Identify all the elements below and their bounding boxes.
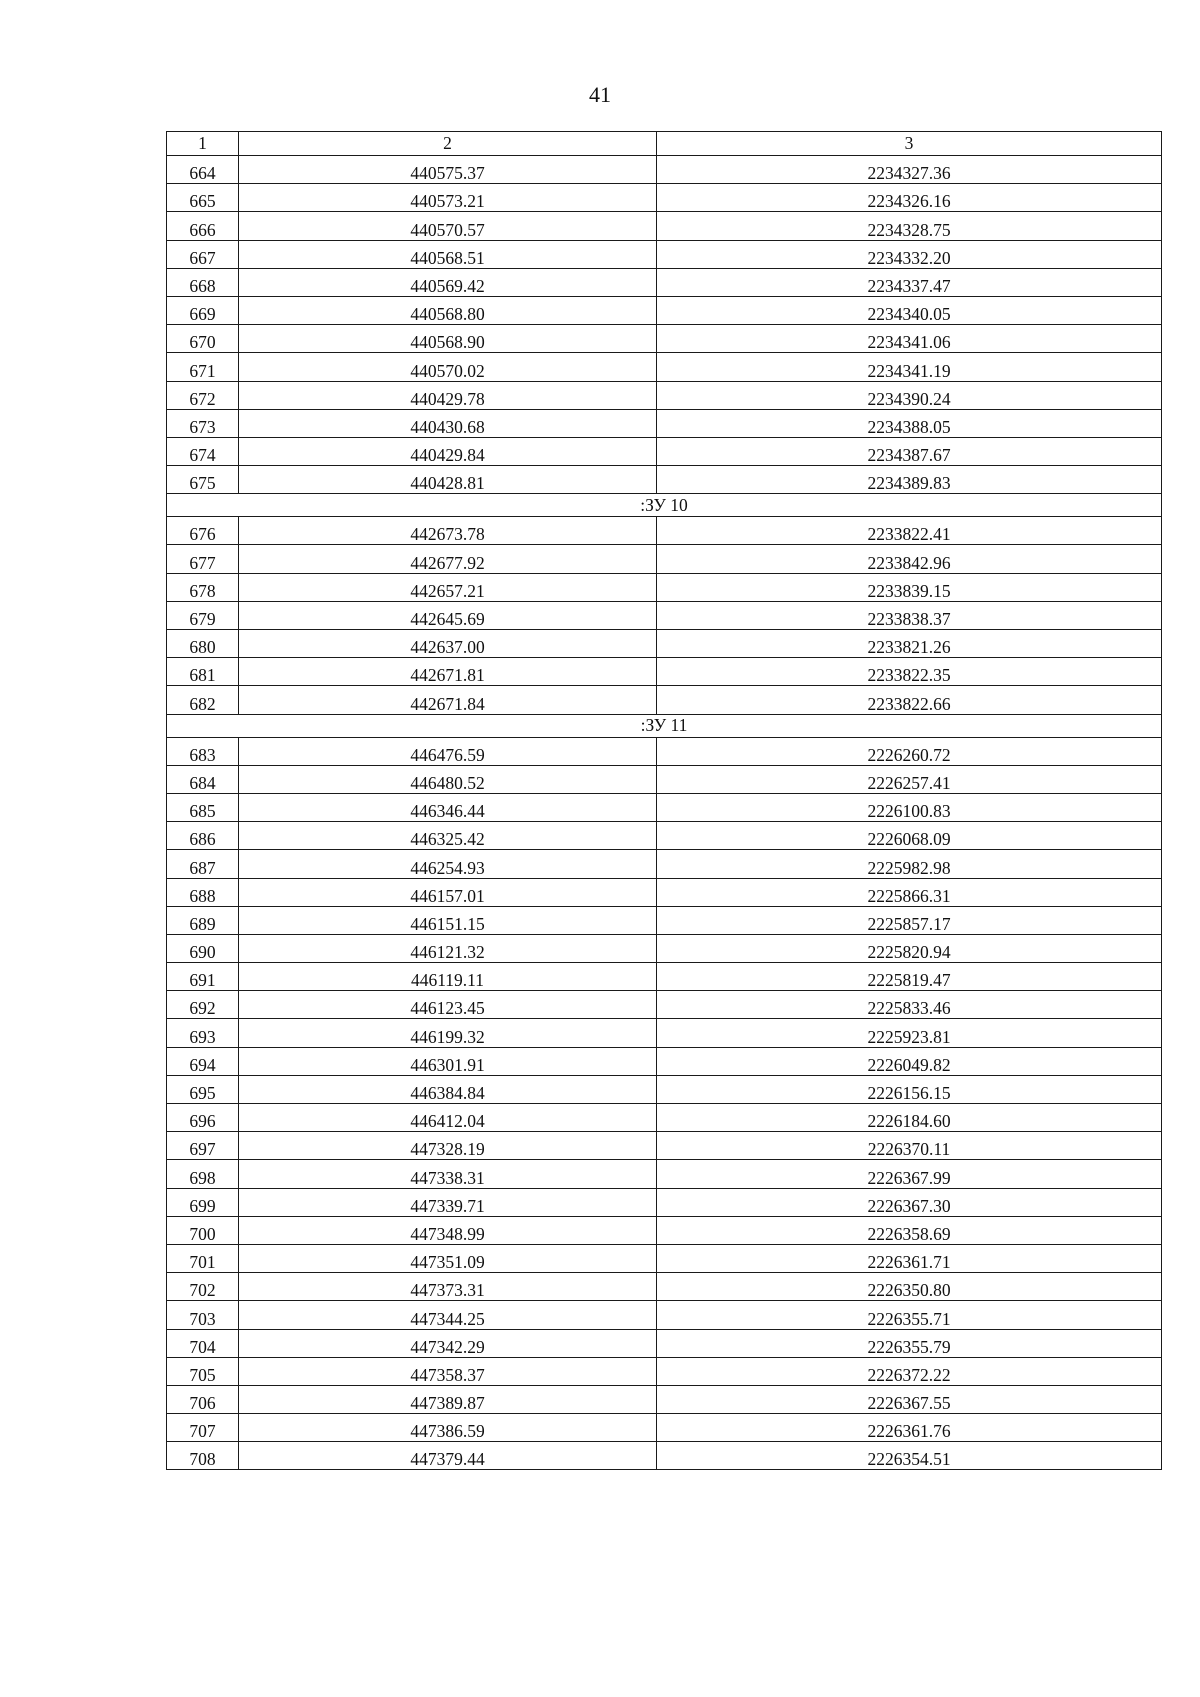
table-row <box>167 268 1162 296</box>
table-row <box>167 1132 1162 1160</box>
table-row <box>167 240 1162 268</box>
y-coordinate: 2234337.47 <box>657 268 1162 296</box>
x-coordinate: 440429.78 <box>239 381 657 409</box>
y-coordinate: 2234341.06 <box>657 325 1162 353</box>
point-number: 667 <box>167 240 239 268</box>
point-number: 678 <box>167 573 239 601</box>
table-row <box>167 850 1162 878</box>
point-number: 707 <box>167 1414 239 1442</box>
y-coordinate: 2226358.69 <box>657 1216 1162 1244</box>
x-coordinate: 440570.57 <box>239 212 657 240</box>
x-coordinate: 447379.44 <box>239 1442 657 1470</box>
point-number: 675 <box>167 466 239 494</box>
x-coordinate: 447348.99 <box>239 1216 657 1244</box>
table-row <box>167 934 1162 962</box>
y-coordinate: 2226361.76 <box>657 1414 1162 1442</box>
y-coordinate: 2233822.41 <box>657 517 1162 545</box>
x-coordinate: 440428.81 <box>239 466 657 494</box>
y-coordinate: 2226350.80 <box>657 1273 1162 1301</box>
x-coordinate: 447389.87 <box>239 1385 657 1413</box>
y-coordinate: 2226355.71 <box>657 1301 1162 1329</box>
x-coordinate: 447338.31 <box>239 1160 657 1188</box>
x-coordinate: 446384.84 <box>239 1075 657 1103</box>
table-header-row <box>167 132 1162 156</box>
table-row <box>167 1414 1162 1442</box>
table-row <box>167 1329 1162 1357</box>
point-number: 672 <box>167 381 239 409</box>
table-row <box>167 1357 1162 1385</box>
section-title: :ЗУ 10 <box>167 494 1162 517</box>
x-coordinate: 440568.90 <box>239 325 657 353</box>
point-number: 668 <box>167 268 239 296</box>
y-coordinate: 2226367.55 <box>657 1385 1162 1413</box>
table-row <box>167 1104 1162 1132</box>
y-coordinate: 2225820.94 <box>657 934 1162 962</box>
table-row <box>167 1244 1162 1272</box>
point-number: 696 <box>167 1104 239 1132</box>
y-coordinate: 2234341.19 <box>657 353 1162 381</box>
x-coordinate: 440430.68 <box>239 409 657 437</box>
point-number: 688 <box>167 878 239 906</box>
point-number: 683 <box>167 737 239 765</box>
point-number: 664 <box>167 156 239 184</box>
x-coordinate: 440575.37 <box>239 156 657 184</box>
table-row <box>167 686 1162 714</box>
table-row <box>167 1301 1162 1329</box>
point-number: 699 <box>167 1188 239 1216</box>
table-row <box>167 1385 1162 1413</box>
y-coordinate: 2226100.83 <box>657 793 1162 821</box>
table-row <box>167 991 1162 1019</box>
y-coordinate: 2226184.60 <box>657 1104 1162 1132</box>
table-row <box>167 793 1162 821</box>
point-number: 708 <box>167 1442 239 1470</box>
y-coordinate: 2225866.31 <box>657 878 1162 906</box>
x-coordinate: 442673.78 <box>239 517 657 545</box>
x-coordinate: 440429.84 <box>239 437 657 465</box>
y-coordinate: 2225833.46 <box>657 991 1162 1019</box>
table-row <box>167 517 1162 545</box>
point-number: 698 <box>167 1160 239 1188</box>
point-number: 697 <box>167 1132 239 1160</box>
point-number: 666 <box>167 212 239 240</box>
point-number: 694 <box>167 1047 239 1075</box>
x-coordinate: 446412.04 <box>239 1104 657 1132</box>
x-coordinate: 440570.02 <box>239 353 657 381</box>
table-row <box>167 437 1162 465</box>
y-coordinate: 2233821.26 <box>657 630 1162 658</box>
point-number: 673 <box>167 409 239 437</box>
y-coordinate: 2225982.98 <box>657 850 1162 878</box>
table-row <box>167 1047 1162 1075</box>
table-row <box>167 1216 1162 1244</box>
x-coordinate: 446121.32 <box>239 934 657 962</box>
x-coordinate: 446480.52 <box>239 765 657 793</box>
y-coordinate: 2234387.67 <box>657 437 1162 465</box>
table-row <box>167 212 1162 240</box>
x-coordinate: 440568.51 <box>239 240 657 268</box>
x-coordinate: 446346.44 <box>239 793 657 821</box>
x-coordinate: 447342.29 <box>239 1329 657 1357</box>
table-row <box>167 353 1162 381</box>
x-coordinate: 440573.21 <box>239 184 657 212</box>
point-number: 674 <box>167 437 239 465</box>
x-coordinate: 447386.59 <box>239 1414 657 1442</box>
point-number: 681 <box>167 658 239 686</box>
x-coordinate: 446123.45 <box>239 991 657 1019</box>
point-number: 684 <box>167 765 239 793</box>
x-coordinate: 446151.15 <box>239 906 657 934</box>
y-coordinate: 2226260.72 <box>657 737 1162 765</box>
x-coordinate: 446254.93 <box>239 850 657 878</box>
point-number: 687 <box>167 850 239 878</box>
table-row <box>167 601 1162 629</box>
table-row <box>167 466 1162 494</box>
point-number: 690 <box>167 934 239 962</box>
y-coordinate: 2226367.99 <box>657 1160 1162 1188</box>
table-row <box>167 1019 1162 1047</box>
point-number: 676 <box>167 517 239 545</box>
y-coordinate: 2234326.16 <box>657 184 1162 212</box>
x-coordinate: 447344.25 <box>239 1301 657 1329</box>
table-row <box>167 822 1162 850</box>
table-row <box>167 906 1162 934</box>
point-number: 695 <box>167 1075 239 1103</box>
point-number: 669 <box>167 296 239 324</box>
table-row <box>167 878 1162 906</box>
y-coordinate: 2233838.37 <box>657 601 1162 629</box>
x-coordinate: 447358.37 <box>239 1357 657 1385</box>
y-coordinate: 2234340.05 <box>657 296 1162 324</box>
y-coordinate: 2226367.30 <box>657 1188 1162 1216</box>
header-col-3: 3 <box>657 132 1162 156</box>
table-row <box>167 381 1162 409</box>
point-number: 679 <box>167 601 239 629</box>
point-number: 702 <box>167 1273 239 1301</box>
table-row <box>167 325 1162 353</box>
x-coordinate: 442657.21 <box>239 573 657 601</box>
y-coordinate: 2234388.05 <box>657 409 1162 437</box>
table-row <box>167 1442 1162 1470</box>
page-number: 41 <box>589 82 611 107</box>
table-row <box>167 658 1162 686</box>
point-number: 689 <box>167 906 239 934</box>
section-row <box>167 714 1162 737</box>
section-title: :ЗУ 11 <box>167 714 1162 737</box>
x-coordinate: 447339.71 <box>239 1188 657 1216</box>
y-coordinate: 2226355.79 <box>657 1329 1162 1357</box>
point-number: 705 <box>167 1357 239 1385</box>
section-row <box>167 494 1162 517</box>
x-coordinate: 442637.00 <box>239 630 657 658</box>
table-row <box>167 737 1162 765</box>
x-coordinate: 446301.91 <box>239 1047 657 1075</box>
x-coordinate: 442671.81 <box>239 658 657 686</box>
point-number: 677 <box>167 545 239 573</box>
y-coordinate: 2226257.41 <box>657 765 1162 793</box>
table-row <box>167 409 1162 437</box>
table-row <box>167 1075 1162 1103</box>
point-number: 686 <box>167 822 239 850</box>
table-row <box>167 184 1162 212</box>
table-body <box>167 132 1162 1470</box>
point-number: 700 <box>167 1216 239 1244</box>
point-number: 693 <box>167 1019 239 1047</box>
x-coordinate: 446119.11 <box>239 963 657 991</box>
x-coordinate: 440569.42 <box>239 268 657 296</box>
table-row <box>167 1188 1162 1216</box>
y-coordinate: 2226361.71 <box>657 1244 1162 1272</box>
point-number: 680 <box>167 630 239 658</box>
point-number: 703 <box>167 1301 239 1329</box>
x-coordinate: 442671.84 <box>239 686 657 714</box>
coordinates-table <box>166 131 1162 1470</box>
y-coordinate: 2233822.66 <box>657 686 1162 714</box>
table-row <box>167 156 1162 184</box>
table-row <box>167 573 1162 601</box>
y-coordinate: 2234390.24 <box>657 381 1162 409</box>
y-coordinate: 2233842.96 <box>657 545 1162 573</box>
table-row <box>167 296 1162 324</box>
y-coordinate: 2234389.83 <box>657 466 1162 494</box>
point-number: 701 <box>167 1244 239 1272</box>
y-coordinate: 2226049.82 <box>657 1047 1162 1075</box>
x-coordinate: 447328.19 <box>239 1132 657 1160</box>
table-row <box>167 630 1162 658</box>
y-coordinate: 2234328.75 <box>657 212 1162 240</box>
y-coordinate: 2234332.20 <box>657 240 1162 268</box>
table-row <box>167 1273 1162 1301</box>
y-coordinate: 2225819.47 <box>657 963 1162 991</box>
x-coordinate: 447373.31 <box>239 1273 657 1301</box>
table-row <box>167 963 1162 991</box>
y-coordinate: 2233839.15 <box>657 573 1162 601</box>
x-coordinate: 446325.42 <box>239 822 657 850</box>
point-number: 671 <box>167 353 239 381</box>
y-coordinate: 2226354.51 <box>657 1442 1162 1470</box>
point-number: 704 <box>167 1329 239 1357</box>
point-number: 692 <box>167 991 239 1019</box>
y-coordinate: 2225923.81 <box>657 1019 1162 1047</box>
table-row <box>167 765 1162 793</box>
point-number: 670 <box>167 325 239 353</box>
x-coordinate: 446476.59 <box>239 737 657 765</box>
y-coordinate: 2233822.35 <box>657 658 1162 686</box>
y-coordinate: 2225857.17 <box>657 906 1162 934</box>
x-coordinate: 446199.32 <box>239 1019 657 1047</box>
x-coordinate: 440568.80 <box>239 296 657 324</box>
y-coordinate: 2226370.11 <box>657 1132 1162 1160</box>
x-coordinate: 442645.69 <box>239 601 657 629</box>
header-col-2: 2 <box>239 132 657 156</box>
y-coordinate: 2226068.09 <box>657 822 1162 850</box>
x-coordinate: 446157.01 <box>239 878 657 906</box>
point-number: 665 <box>167 184 239 212</box>
y-coordinate: 2226156.15 <box>657 1075 1162 1103</box>
table-row <box>167 545 1162 573</box>
x-coordinate: 447351.09 <box>239 1244 657 1272</box>
table-row <box>167 1160 1162 1188</box>
point-number: 685 <box>167 793 239 821</box>
point-number: 691 <box>167 963 239 991</box>
x-coordinate: 442677.92 <box>239 545 657 573</box>
y-coordinate: 2234327.36 <box>657 156 1162 184</box>
point-number: 706 <box>167 1385 239 1413</box>
point-number: 682 <box>167 686 239 714</box>
header-col-1: 1 <box>167 132 239 156</box>
y-coordinate: 2226372.22 <box>657 1357 1162 1385</box>
